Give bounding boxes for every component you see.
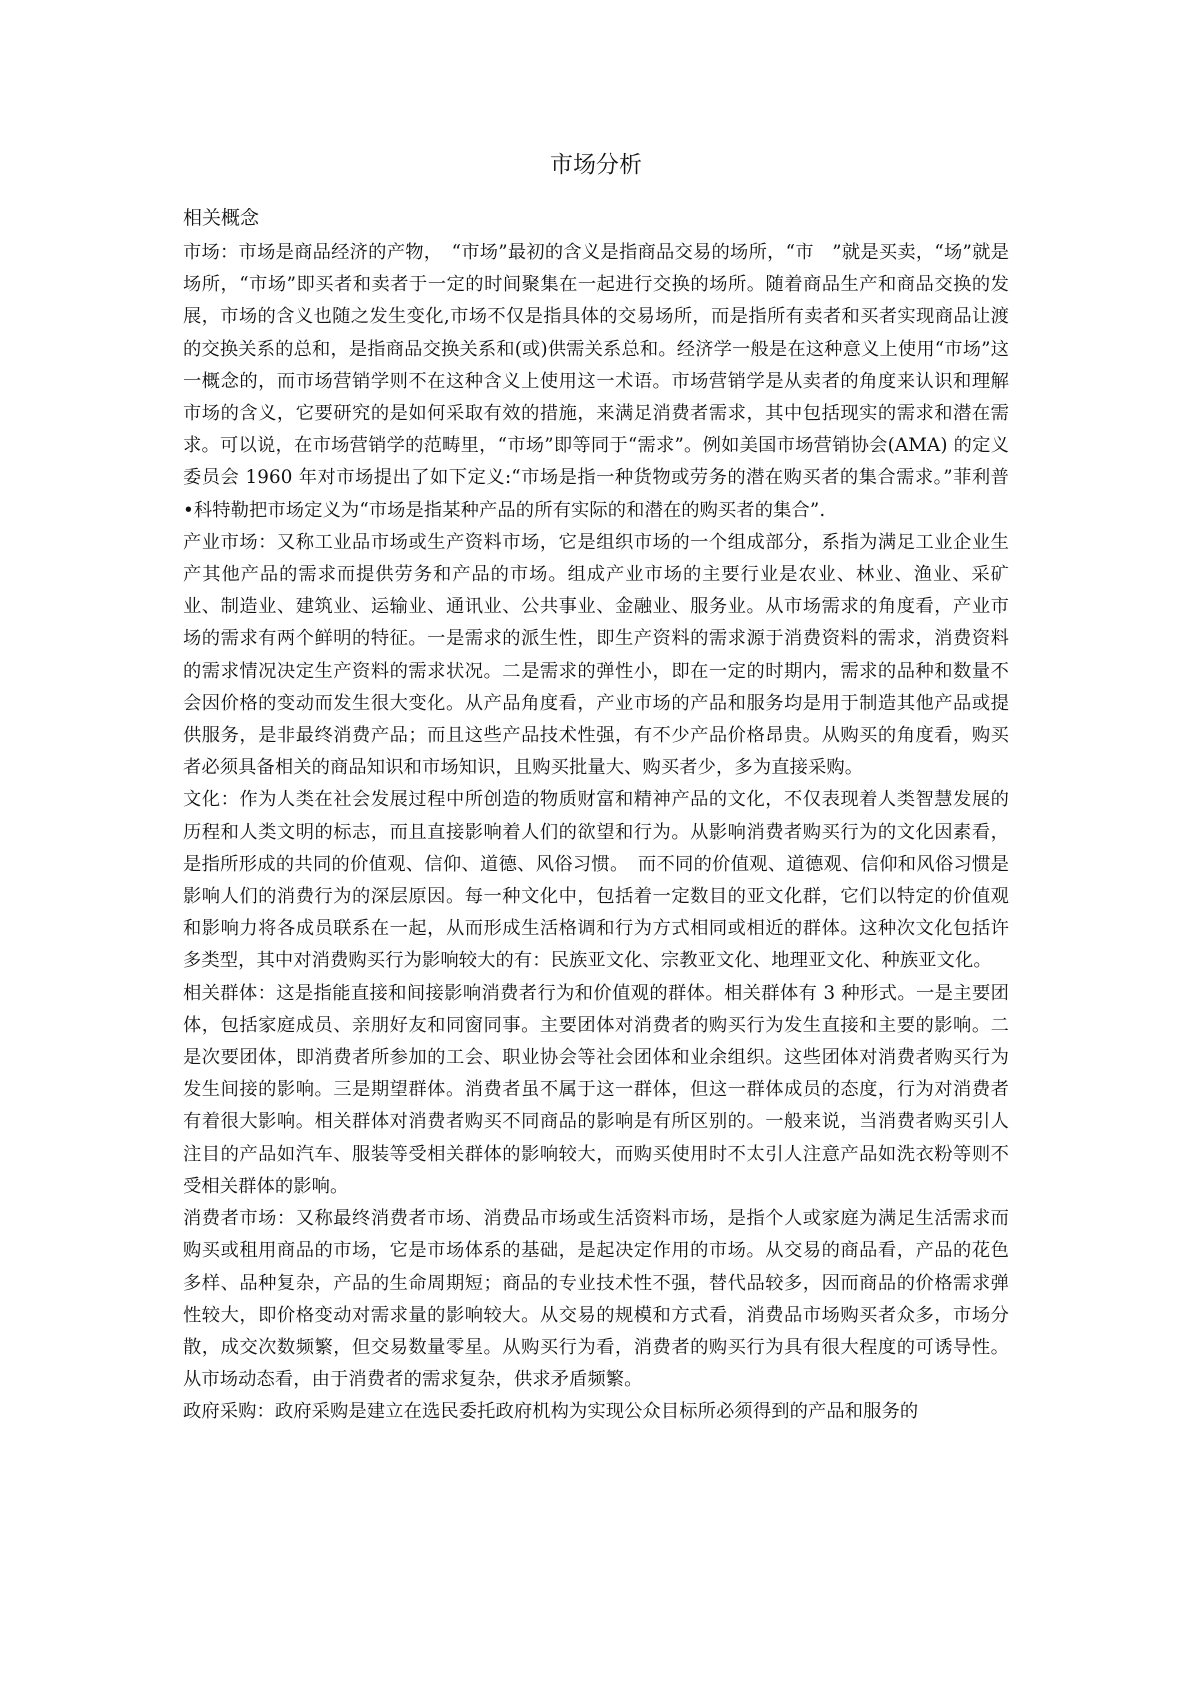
section-heading: 相关概念 xyxy=(183,207,260,229)
document-page xyxy=(183,148,1009,1429)
paragraph-industrial-market: 产业市场：又称工业品市场或生产资料市场，它是组织市场的一个组成部分，系指为满足工业企业生产其他产品的需求而提供劳务和产品的市场。组成产业市场的主要行业是农业、林业、渔业、采矿业、制造业、建筑业、运输业、通讯业、公共事业、金融业、服务业。从市场需求的角度看，产业市场的需求有两个鲜明的特征。一是需求的派生性，即生产资料的需求源于消费资料的需求，消费资料的需求情况决定生产资料的需求状况。二是需求的弹性小，即在一定的时期内，需求的品种和数量不会因价格的变动而发生很大变化。从产品角度看，产业市场的产品和服务均是用于制造其他产品或提供服务，是非最终消费产品；而且这些产品技术性强，有不少产品价格昂贵。从购买的角度看，购买者必须具备相关的商品知识和市场知识，且购买批量大、购买者少，多为直接采购。 xyxy=(183,531,1009,779)
paragraph-market: 市场：市场是商品经济的产物， “市场”最初的含义是指商品交易的场所，“市 ”就是买卖，“场”就是场所，“市场”即买者和卖者于一定的时间聚集在一起进行交换的场所。随着商品生产和商品交换的发展，市场的含义也随之发生变化,市场不仅是指具体的交易场所，而是指所有卖者和买者实现商品让渡的交换关系的总和，是指商品交换关系和(或)供需关系总和。经济学一般是在这种意义上使用“市场”这一概念的，而市场营销学则不在这种含义上使用这一术语。市场营销学是从卖者的角度来认识和理解市场的含义，它要研究的是如何采取有效的措施，来满足消费者需求，其中包括现实的需求和潜在需求。可以说，在市场营销学的范畴里，“市场”即等同于“需求”。例如美国市场营销协会(AMA) 的定义委员会 1960 年对市场提出了如下定义:“市场是指一种货物或劳务的潜在购买者的集合需求。”菲利普 •科特勒把市场定义为“市场是指某种产品的所有实际的和潜在的购买者的集合”. xyxy=(183,242,1009,521)
paragraph-government-procurement: 政府采购：政府采购是建立在选民委托政府机构为实现公众目标所必须得到的产品和服务的 xyxy=(183,1401,919,1423)
paragraph-reference-group: 相关群体：这是指能直接和间接影响消费者行为和价值观的群体。相关群体有 3 种形式。一是主要团体，包括家庭成员、亲朋好友和同窗同事。主要团体对消费者的购买行为发生直接和主要的影响。二是次要团体，即消费者所参加的工会、职业协会等社会团体和业余组织。这些团体对消费者购买行为发生间接的影响。三是期望群体。消费者虽不属于这一群体，但这一群体成员的态度，行为对消费者有着很大影响。相关群体对消费者购买不同商品的影响是有所区别的。一般来说，当消费者购买引人注目的产品如汽车、服装等受相关群体的影响较大，而购买使用时不太引人注意产品如洗衣粉等则不受相关群体的影响。 xyxy=(183,982,1009,1197)
paragraph-culture: 文化：作为人类在社会发展过程中所创造的物质财富和精神产品的文化，不仅表现着人类智慧发展的历程和人类文明的标志，而且直接影响着人们的欲望和行为。从影响消费者购买行为的文化因素看，是指所形成的共同的价值观、信仰、道德、风俗习惯。 而不同的价值观、道德观、信仰和风俗习惯是影响人们的消费行为的深层原因。每一种文化中，包括着一定数目的亚文化群，它们以特定的价值观和影响力将各成员联系在一起，从而形成生活格调和行为方式相同或相近的群体。这种次文化包括许多类型，其中对消费购买行为影响较大的有：民族亚文化、宗教亚文化、地理亚文化、种族亚文化。 xyxy=(183,789,1009,972)
document-title: 市场分析 xyxy=(550,152,642,178)
paragraph-consumer-market: 消费者市场：又称最终消费者市场、消费品市场或生活资料市场，是指个人或家庭为满足生活需求而购买或租用商品的市场，它是市场体系的基础，是起决定作用的市场。从交易的商品看，产品的花色多样、品种复杂，产品的生命周期短；商品的专业技术性不强，替代品较多，因而商品的价格需求弹性较大，即价格变动对需求量的影响较大。从交易的规模和方式看，消费品市场购买者众多，市场分散，成交次数频繁，但交易数量零星。从购买行为看，消费者的购买行为具有很大程度的可诱导性。从市场动态看，由于消费者的需求复杂，供求矛盾频繁。 xyxy=(183,1208,1009,1391)
